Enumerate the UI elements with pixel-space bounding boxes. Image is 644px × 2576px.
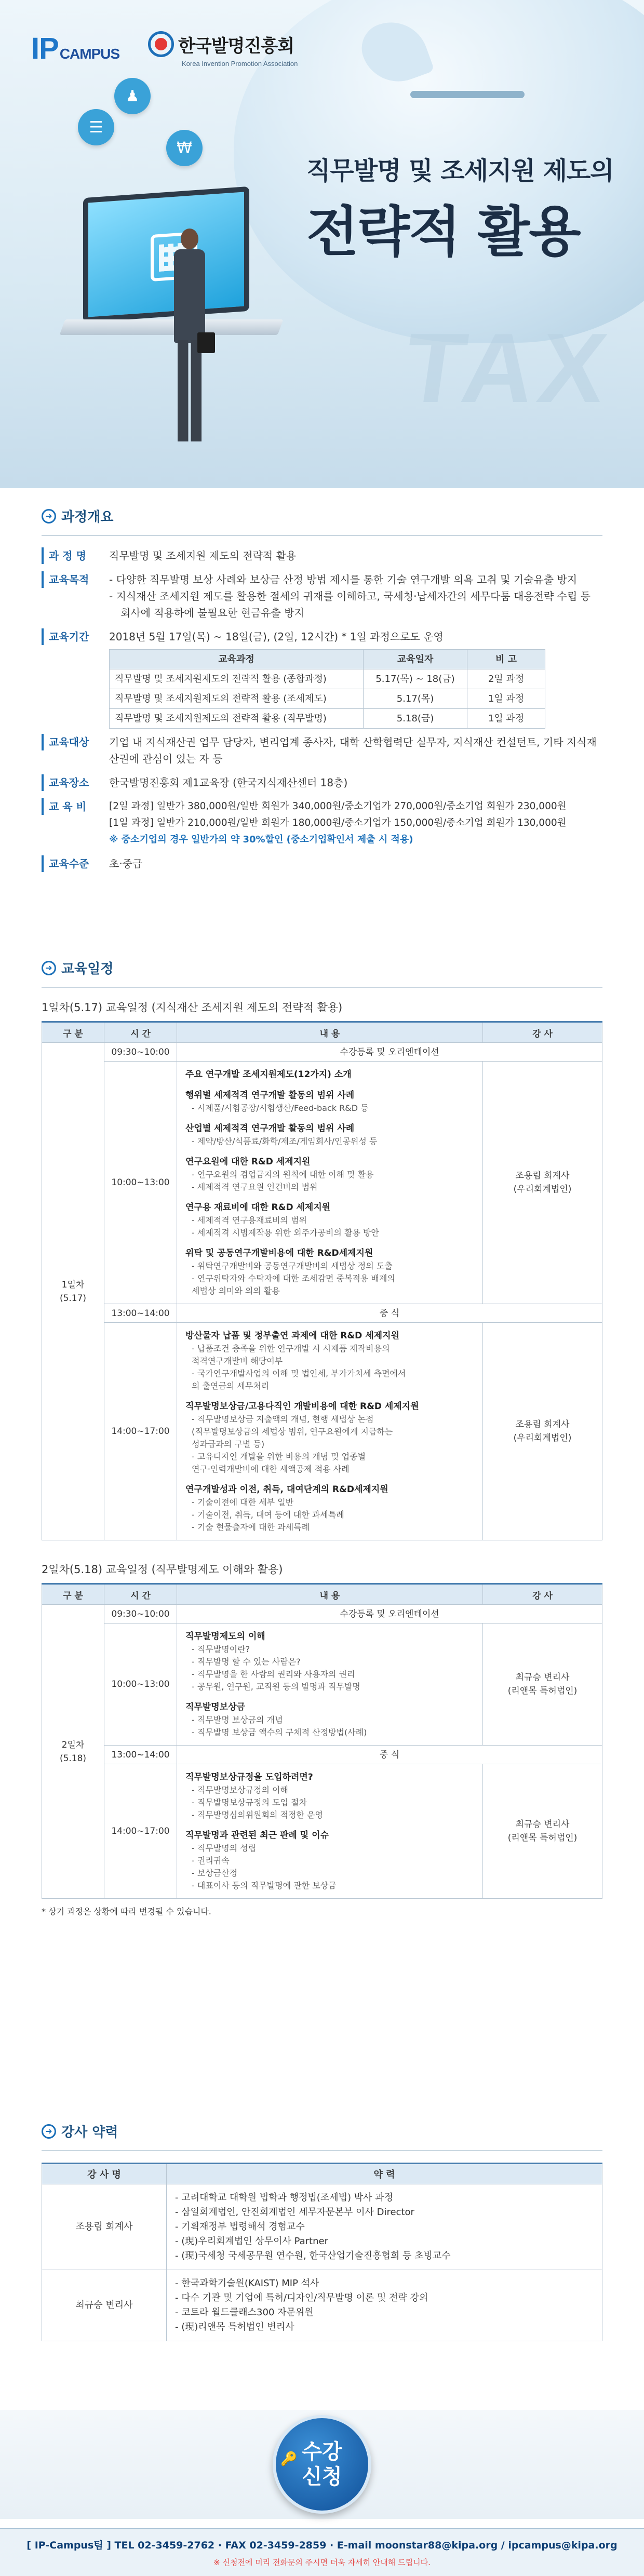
day1-schedule-table: 구 분 시 간 내 용 강 사 1일차 (5.17) 09:30~10:00 수강등록 및 오리엔테이션 10:00~13:00 주요 연구개발 조세지원제도(12가지) 소개 행위별 세제적격 연구개발 활동의 범위 사례 - 시제품/시험공장/시험생산/Feed-back R&D 등 산업별 세제적격 연구개발 활동의 범위 사례 - 제약/방산/식품료/화학/제조/게임회사/인공위성 등 연구요원에 대한 R&D 세제지원 - 연구요원의 겸업금지의 원칙에 대한 이해 및 활용 - 세제적격 연구요원 인건비의 범위 연구용 재료비에 대한 R&D 세제지원 - 세제적격 연구용재료비의 범위 - 세제적격 시범제작용 위한 외주가공비의 활용 방안 위탁 및 공동연구개발비용에 대한 R&D세제지원 - 위탁연구개발비와 공동연구개발비의 세법상 정의 도출 - 연구위탁자와 수탁자에 대한 조세감면 중복적용 배제의 세법상 의미와 의의 활용 조용림 회계사 (우리회계법인) 13:00~14:00 중 식 14:00~17:00 방산물자 납품 및 정부출연 과제에 대한 R&D 세제지원 - 납품조건 충족을 위한 연구개발 시 시제품 제작비용의 적격연구개발비 해당여부 - 국가연구개발사업의 이해 및 법인세, 부가가치세 측면에서 의 출연금의 세무처리 직무발명보상금/고용다직인 개발비용에 대한 R&D 세제지원 - 직무발명보상금 지출액의 개념, 현행 세법상 논점 (직무발명보상금의 세법상 범위, 연구요원에게 지급하는 성과급과의 구별 등) - 고유디자인 개발을 위한 비용의 개념 및 업종별 연구·인력개발비에 대한 세액공제 적용 사례 연구개발성과 이전, 취득, 대여단계의 R&D세제지원 - 기술이전에 대한 세부 일반 - 기술이전, 취득, 대여 등에 대한 과세특례 - 기술 현물출자에 대한 과세특례 조용림 회계사 (우리회계법인) [42, 1021, 602, 1540]
day2-afternoon-instructor: 최규승 변리사 (리앤목 특허법인) [483, 1764, 602, 1899]
page-subtitle: 직무발명 및 조세지원 제도의 [306, 156, 614, 185]
people-icon: ♟ [114, 78, 151, 114]
day2-afternoon-content: 직무발명보상규정을 도입하려면? - 직무발명보상규정의 이해 - 직무발명보상규정의 도입 절차 - 직무발명심의위원회의 적정한 운영 직무발명과 관련된 최근 판례 및 이슈 - 직무발명의 성립 - 권리귀속 - 보상금산정 - 대표이사 등의 직무발명에 관한 보상금 [177, 1764, 483, 1899]
arrow-right-icon: ➜ [42, 961, 56, 975]
document-icon: ☰ [78, 109, 114, 145]
divider [42, 535, 602, 536]
table-row: 10:00~13:00 직무발명제도의 이해 - 직무발명이란? - 직무발명 할 수 있는 사람은? - 직무발명을 한 사람의 권리와 사용자의 권리 - 공무원, 연구원, 교직원 등의 발명과 직무발명 직무발명보상금 - 직무발명 보상금의 개념 - 직무발명 보상금 액수의 구체적 산정방법(사례) 최규승 변리사 (리앤목 특허법인) [42, 1624, 602, 1746]
table-row: 10:00~13:00 주요 연구개발 조세지원제도(12가지) 소개 행위별 세제적격 연구개발 활동의 범위 사례 - 시제품/시험공장/시험생산/Feed-back R&D 등 산업별 세제적격 연구개발 활동의 범위 사례 - 제약/방산/식품료/화학/제조/게임회사/인공위성 등 연구요원에 대한 R&D 세제지원 - 연구요원의 겸업금지의 원칙에 대한 이해 및 활용 - 세제적격 연구요원 인건비의 범위 연구용 재료비에 대한 R&D 세제지원 - 세제적격 연구용재료비의 범위 - 세제적격 시범제작용 위한 외주가공비의 활용 방안 위탁 및 공동연구개발비용에 대한 R&D세제지원 - 위탁연구개발비와 공동연구개발비의 세법상 정의 도출 - 연구위탁자와 수탁자에 대한 조세감면 중복적용 배제의 세법상 의미와 의의 활용 조용림 회계사 (우리회계법인) [42, 1062, 602, 1304]
briefcase-icon [197, 332, 215, 353]
table-row: 직무발명 및 조세지원제도의 전략적 활용 (조세제도) 5.17(목) 1일 과정 [110, 689, 545, 709]
kipa-emblem-icon [148, 31, 174, 57]
overview-row-level: 교육수준 초·중급 [42, 855, 602, 872]
day2-label: 2일차 (5.18) [42, 1605, 104, 1899]
overview-section [42, 506, 602, 879]
divider [42, 987, 602, 988]
day1-morning-content: 주요 연구개발 조세지원제도(12가지) 소개 행위별 세제적격 연구개발 활동의 범위 사례 - 시제품/시험공장/시험생산/Feed-back R&D 등 산업별 세제적격 연구개발 활동의 범위 사례 - 제약/방산/식품료/화학/제조/게임회사/인공위성 등 연구요원에 대한 R&D 세제지원 - 연구요원의 겸업금지의 원칙에 대한 이해 및 활용 - 세제적격 연구요원 인건비의 범위 연구용 재료비에 대한 R&D 세제지원 - 세제적격 연구용재료비의 범위 - 세제적격 시범제작용 위한 외주가공비의 활용 방안 위탁 및 공동연구개발비용에 대한 R&D세제지원 - 위탁연구개발비와 공동연구개발비의 세법상 정의 도출 - 연구위탁자와 수탁자에 대한 조세감면 중복적용 배제의 세법상 의미와 의의 활용 [177, 1062, 483, 1304]
day1-caption: 1일차(5.17) 교육일정 (지식재산 조세지원 제도의 전략적 활용) [42, 1001, 343, 1014]
overview-row-location: 교육장소 한국발명진흥회 제1교육장 (한국지식재산센터 18층) [42, 774, 602, 791]
overview-row-target: 교육대상 기업 내 지식재산권 업무 담당자, 변리업계 종사자, 대학 산학협력단 실무자, 지식재산 컨설턴트, 기타 지식재산권에 관심이 있는 자 등 [42, 734, 602, 767]
kipa-name: 한국발명진흥회 [178, 35, 294, 57]
laptop-screen [83, 186, 249, 323]
hero-banner [0, 0, 644, 488]
instructors-table: 강 사 명 약 력 조용림 회계사 - 고려대학교 대학원 법학과 행정법(조세법) 박사 과정 - 삼일회계법인, 안진회계법인 세무자문본부 이사 Director - 기획재정부 법령해석 경험교수 - (現)우리회계법인 상무이사 Partner - (現)국세청 국세공무원 연수원, 한국산업기술진흥협회 등 초빙교수 최규승 변리사 - 한국과학기술원(KAIST) MIP 석사 - 다수 기관 및 기업에 특허/디자인/직무발명 이론 및 전략 강의 - 코트라 월드클래스300 자문위원 - (現)리앤목 특허법인 변리사 [42, 2163, 602, 2341]
key-icon: 🔑 [280, 2451, 298, 2467]
table-row: 13:00~14:00 중 식 [42, 1746, 602, 1764]
day1-afternoon-content: 방산물자 납품 및 정부출연 과제에 대한 R&D 세제지원 - 납품조건 충족을 위한 연구개발 시 시제품 제작비용의 적격연구개발비 해당여부 - 국가연구개발사업의 이해 및 법인세, 부가가치세 측면에서 의 출연금의 세무처리 직무발명보상금/고용다직인 개발비용에 대한 R&D 세제지원 - 직무발명보상금 지출액의 개념, 현행 세법상 논점 (직무발명보상금의 세법상 범위, 연구요원에게 지급하는 성과급과의 구별 등) - 고유디자인 개발을 위한 비용의 개념 및 업종별 연구·인력개발비에 대한 세액공제 적용 사례 연구개발성과 이전, 취득, 대여단계의 R&D세제지원 - 기술이전에 대한 세부 일반 - 기술이전, 취득, 대여 등에 대한 과세특례 - 기술 현물출자에 대한 과세특례 [177, 1323, 483, 1540]
table-row: 최규승 변리사 - 한국과학기술원(KAIST) MIP 석사 - 다수 기관 및 기업에 특허/디자인/직무발명 이론 및 전략 강의 - 코트라 월드클래스300 자문위원 - (現)리앤목 특허법인 변리사 [42, 2270, 602, 2341]
table-row: 14:00~17:00 직무발명보상규정을 도입하려면? - 직무발명보상규정의 이해 - 직무발명보상규정의 도입 절차 - 직무발명심의위원회의 적정한 운영 직무발명과 관련된 최근 판례 및 이슈 - 직무발명의 성립 - 권리귀속 - 보상금산정 - 대표이사 등의 직무발명에 관한 보상금 최규승 변리사 (리앤목 특허법인) [42, 1764, 602, 1899]
laptop-illustration [62, 171, 270, 338]
coin-slot-decoration [410, 91, 525, 98]
money-icon: ₩ [166, 130, 203, 166]
discount-note: ※ 중소기업의 경우 일반가의 약 30%할인 (중소기업확인서 제출 시 적용) [109, 834, 413, 845]
schedule-section [42, 958, 602, 1917]
kipa-subtitle: Korea Invention Promotion Association [182, 60, 298, 68]
apply-button[interactable]: 수강 신청 [273, 2415, 371, 2514]
footer [0, 2528, 644, 2576]
day2-morning-instructor: 최규승 변리사 (리앤목 특허법인) [483, 1624, 602, 1746]
table-row: 13:00~14:00 중 식 [42, 1304, 602, 1323]
day2-caption: 2일차(5.18) 교육일정 (직무발명제도 이해와 활용) [42, 1563, 283, 1576]
table-row: 14:00~17:00 방산물자 납품 및 정부출연 과제에 대한 R&D 세제지원 - 납품조건 충족을 위한 연구개발 시 시제품 제작비용의 적격연구개발비 해당여부 - 국가연구개발사업의 이해 및 법인세, 부가가치세 측면에서 의 출연금의 세무처리 직무발명보상금/고용다직인 개발비용에 대한 R&D 세제지원 - 직무발명보상금 지출액의 개념, 현행 세법상 논점 (직무발명보상금의 세법상 범위, 연구요원에게 지급하는 성과급과의 구별 등) - 고유디자인 개발을 위한 비용의 개념 및 업종별 연구·인력개발비에 대한 세액공제 적용 사례 연구개발성과 이전, 취득, 대여단계의 R&D세제지원 - 기술이전에 대한 세부 일반 - 기술이전, 취득, 대여 등에 대한 과세특례 - 기술 현물출자에 대한 과세특례 조용림 회계사 (우리회계법인) [42, 1323, 602, 1540]
overview-row-period: 교육기간 2018년 5월 17일(목) ~ 18일(금), (2일, 12시간) * 1일 과정으로도 운영 교육과정 교육일자 비 고 직무발명 및 조세지원제도의 전략적 활용 (종합과정) 5.17(목) ~ 18(금) 2일 과정 직무발명 및 조세지원제도의 전략적 활용 (조세제도) 5.17(목) 1일 과정 직무발명 및 조세지원제도의 전략적 활용 (직무발명) 5.18(금) 1일 과정 [42, 628, 602, 732]
instructors-title: ➜ 강사 약력 [42, 2122, 602, 2141]
day2-schedule-table: 구 분 시 간 내 용 강 사 2일차 (5.18) 09:30~10:00 수강등록 및 오리엔테이션 10:00~13:00 직무발명제도의 이해 - 직무발명이란? - 직무발명 할 수 있는 사람은? - 직무발명을 한 사람의 권리와 사용자의 권리 - 공무원, 연구원, 교직원 등의 발명과 직무발명 직무발명보상금 - 직무발명 보상금의 개념 - 직무발명 보상금 액수의 구체적 산정방법(사례) 최규승 변리사 (리앤목 특허법인) 13:00~14:00 중 식 14:00~17:00 직무발명보상규정을 도입하려면? - 직무발명보상규정의 이해 - 직무발명보상규정의 도입 절차 - 직무발명심의위원회의 적정한 운영 직무발명과 관련된 최근 판례 및 이슈 - 직무발명의 성립 - 권리귀속 - 보상금산정 - 대표이사 등의 직무발명에 관한 보상금 최규승 변리사 (리앤목 특허법인) [42, 1583, 602, 1899]
page-title: 전략적 활용 [306, 200, 580, 263]
kipa-logo [148, 31, 294, 57]
businessman-illustration [171, 229, 208, 447]
overview-row-course: 과 정 명 직무발명 및 조세지원 제도의 전략적 활용 [42, 547, 602, 564]
table-row: 조용림 회계사 - 고려대학교 대학원 법학과 행정법(조세법) 박사 과정 - 삼일회계법인, 안진회계법인 세무자문본부 이사 Director - 기획재정부 법령해석 경험교수 - (現)우리회계법인 상무이사 Partner - (現)국세청 국세공무원 연수원, 한국산업기술진흥협회 등 초빙교수 [42, 2184, 602, 2270]
instructors-section [42, 2122, 602, 2341]
table-row: 1일차 (5.17) 09:30~10:00 수강등록 및 오리엔테이션 [42, 1043, 602, 1062]
table-row: 직무발명 및 조세지원제도의 전략적 활용 (직무발명) 5.18(금) 1일 과정 [110, 709, 545, 729]
table-row: 직무발명 및 조세지원제도의 전략적 활용 (종합과정) 5.17(목) ~ 18(금) 2일 과정 [110, 669, 545, 689]
schedule-note: * 상기 과정은 상황에 따라 변경될 수 있습니다. [42, 1907, 211, 1916]
divider [42, 2150, 602, 2151]
overview-title: ➜ 과정개요 [42, 506, 602, 526]
footer-warning: ※ 신청전에 미리 전화문의 주시면 더욱 자세히 안내해 드립니다. [213, 2558, 431, 2567]
day1-afternoon-instructor: 조용림 회계사 (우리회계법인) [483, 1323, 602, 1540]
arrow-right-icon: ➜ [42, 509, 56, 524]
table-row: 2일차 (5.18) 09:30~10:00 수강등록 및 오리엔테이션 [42, 1605, 602, 1624]
day1-label: 1일차 (5.17) [42, 1043, 104, 1540]
ipcampus-logo: IPCAMPUS [31, 32, 120, 65]
schedule-title: ➜ 교육일정 [42, 958, 602, 977]
contact-info: [ IP-Campus팀 ] TEL 02-3459-2762 · FAX 02-3459-2859 · E-mail moonstar88@kipa.org / ipcampus@kipa.org [26, 2540, 618, 2551]
arrow-right-icon: ➜ [42, 2124, 56, 2139]
overview-row-purpose: 교육목적 - 다양한 직무발명 보상 사례와 보상금 산정 방법 제시를 통한 기술 연구개발 의욕 고취 및 기술유출 방지 - 지식재산 조세지원 제도를 활용한 절세의 귀재를 이해하고, 국세청·납세자간의 세무다툼 대응전략 수립 등 회사에 적용하에 불필요한 현금유출 방지 [42, 571, 602, 621]
day2-morning-content: 직무발명제도의 이해 - 직무발명이란? - 직무발명 할 수 있는 사람은? - 직무발명을 한 사람의 권리와 사용자의 권리 - 공무원, 연구원, 교직원 등의 발명과 직무발명 직무발명보상금 - 직무발명 보상금의 개념 - 직무발명 보상금 액수의 구체적 산정방법(사례) [177, 1624, 483, 1746]
tax-decor-text: TAX [397, 313, 619, 423]
day1-morning-instructor: 조용림 회계사 (우리회계법인) [483, 1062, 602, 1304]
period-table: 교육과정 교육일자 비 고 직무발명 및 조세지원제도의 전략적 활용 (종합과정) 5.17(목) ~ 18(금) 2일 과정 직무발명 및 조세지원제도의 전략적 활용 (조세제도) 5.17(목) 1일 과정 직무발명 및 조세지원제도의 전략적 활용 (직무발명) 5.18(금) 1일 과정 [109, 649, 545, 729]
overview-row-fee: 교 육 비 [2일 과정] 일반가 380,000원/일반 회원가 340,000원/중소기업가 270,000원/중소기업 회원가 230,000원 [1일 과정] 일반가 210,000원/일반 회원가 180,000원/중소기업가 150,000원/중소기업 회원가 130,000원 ※ 중소기업의 경우 일반가의 약 30%할인 (중소기업확인서 제출 시 적용) [42, 798, 602, 848]
